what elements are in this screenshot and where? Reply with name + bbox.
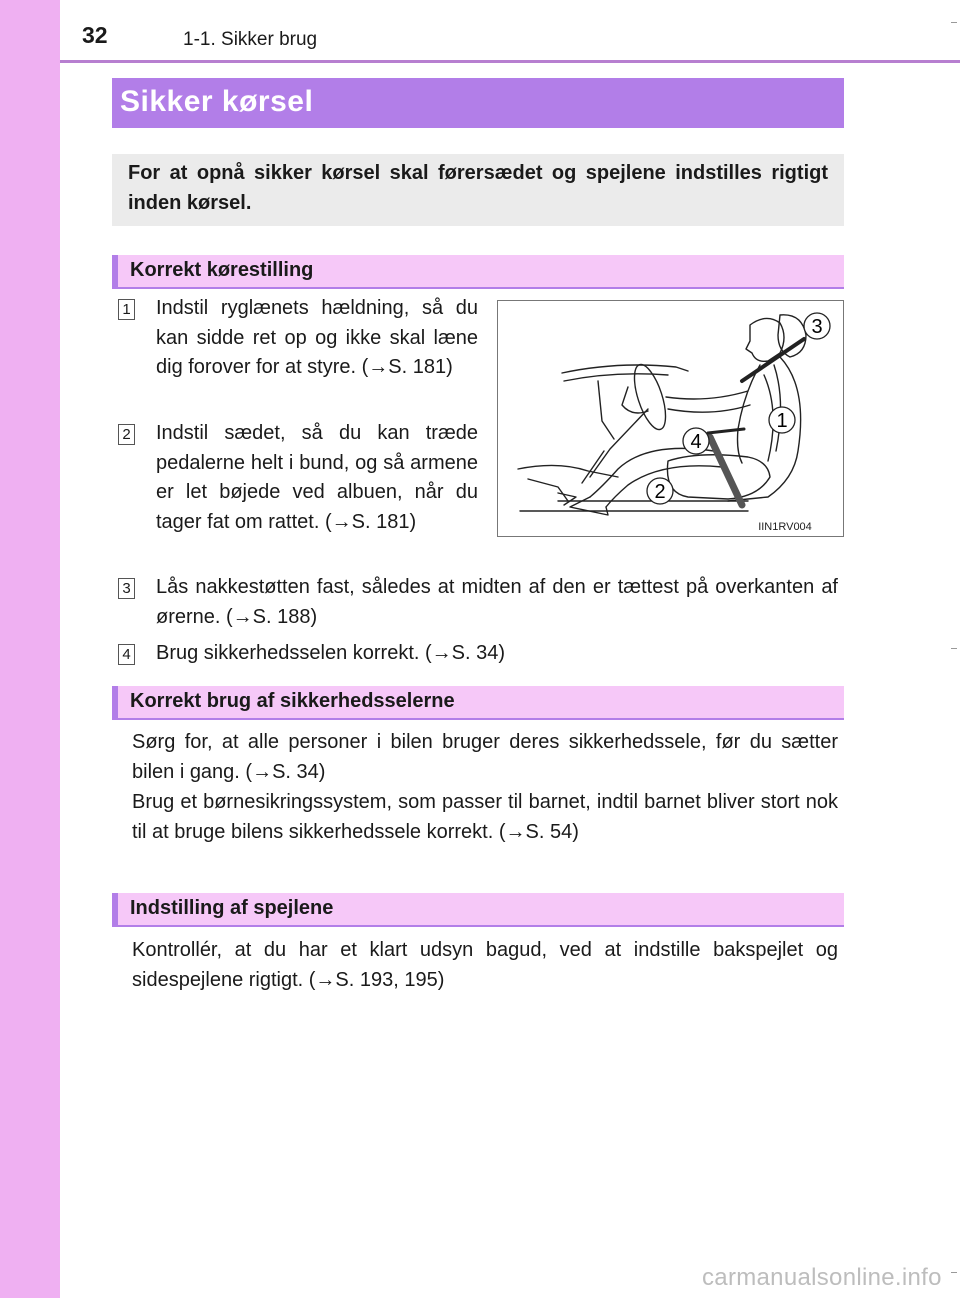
- callout-label: 3: [811, 316, 823, 338]
- item-number: 2: [118, 424, 135, 445]
- footer-watermark: carmanualsonline.info: [702, 1264, 942, 1291]
- callout-label: 4: [690, 431, 702, 453]
- callout-label: 1: [776, 410, 788, 432]
- item-text: Indstil sædet, så du kan træde pedalerne helt i bund, og så armene er let bøjede ved albuen, når du tager fat om rattet. (→S. 181): [156, 422, 478, 533]
- item-text: Brug sikkerhedsselen korrekt. (→S. 34): [156, 642, 506, 664]
- illustration-code: IIN1RV004: [758, 521, 812, 533]
- section-heading-mirrors: Indstilling af spejlene: [112, 893, 844, 927]
- item-number: 4: [118, 644, 135, 665]
- side-band: [0, 0, 60, 1298]
- list-item: [118, 639, 838, 669]
- section-heading-seatbelts: Korrekt brug af sikkerhedsselerne: [112, 686, 844, 720]
- item-number: 3: [118, 578, 135, 599]
- item-text: Indstil ryglænets hældning, så du kan sidde ret op og ikke skal læne dig forover for at styre. (→S. 181): [156, 297, 478, 378]
- list-item: [118, 573, 838, 632]
- crop-mark: [951, 22, 957, 23]
- crop-mark: [951, 648, 957, 649]
- header-rule: [60, 60, 960, 63]
- crop-mark: [951, 1272, 957, 1273]
- page-number: 32: [82, 22, 108, 48]
- intro-text: For at opnå sikker kørsel skal førersædet og spejlene indstilles rigtigt inden kørsel.: [128, 162, 828, 214]
- list-item: [118, 294, 478, 383]
- driving-position-illustration: [497, 300, 844, 537]
- item-text: Lås nakkestøtten fast, således at midten af den er tættest på overkanten af ørerne. (→S. 188): [156, 576, 838, 628]
- item-number: 1: [118, 299, 135, 320]
- paragraph: Kontrollér, at du har et klart udsyn bagud, ved at indstille bakspejlet og sidespejlene rigtigt. (→S. 193, 195): [132, 939, 838, 991]
- running-header: 1-1. Sikker brug: [183, 29, 318, 50]
- paragraph: Brug et børnesikringssystem, som passer til barnet, indtil barnet bliver stort nok til at bruge bilens sikkerhedssele korrekt. (→S. 54): [132, 791, 838, 843]
- intro-box: [112, 154, 844, 226]
- callout-label: 2: [654, 481, 666, 503]
- list-item: [118, 419, 478, 537]
- paragraph: Sørg for, at alle personer i bilen bruger deres sikkerhedssele, før du sætter bilen i gang. (→S. 34): [132, 731, 838, 783]
- seat-diagram: [498, 301, 843, 536]
- section-heading-driving-position: Korrekt kørestilling: [112, 255, 844, 289]
- page-title: Sikker kørsel: [112, 78, 844, 128]
